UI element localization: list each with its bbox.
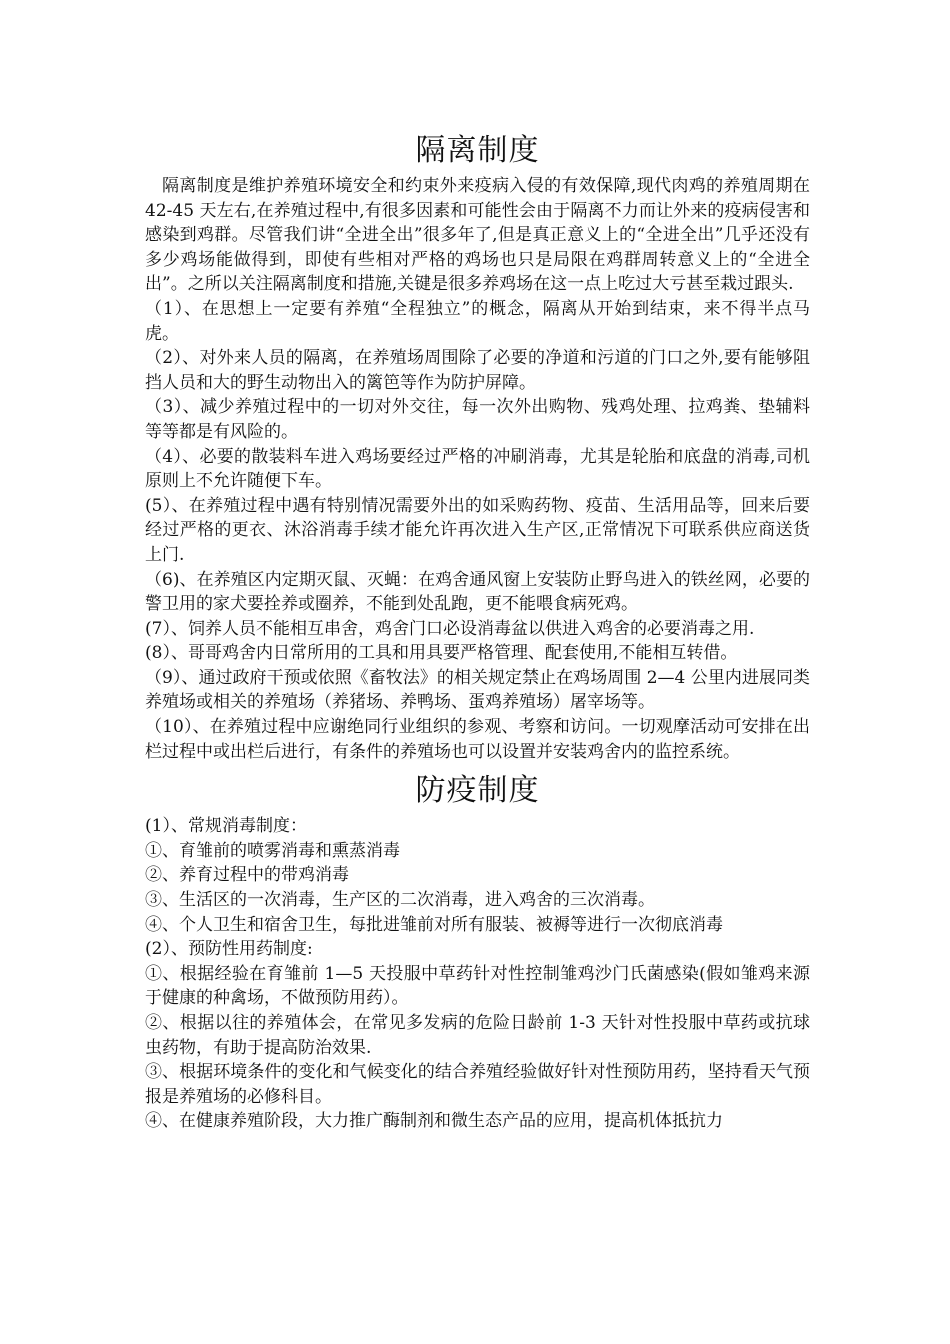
isolation-item: （9）、通过政府干预或依照《畜牧法》的相关规定禁止在鸡场周围 2—4 公里内进展同类养殖场或相关的养殖场（养猪场、养鸭场、蛋鸡养殖场）屠宰场等。 — [145, 667, 810, 713]
epidemic-item: ①、根据经验在育雏前 1—5 天投服中草药针对性控制雏鸡沙门氏菌感染(假如雏鸡来源于健康的种禽场，不做预防用药）。 — [145, 963, 810, 1009]
epidemic-item: ④、个人卫生和宿舍卫生，每批进雏前对所有服装、被褥等进行一次彻底消毒 — [145, 914, 723, 935]
epidemic-item: (1）、常规消毒制度： — [145, 816, 307, 837]
isolation-item: （1）、在思想上一定要有养殖“全程独立”的概念，隔离从开始到结束，来不得半点马虎。 — [145, 298, 810, 344]
isolation-item: (5）、在养殖过程中遇有特别情况需要外出的如采购药物、疫苗、生活用品等，回来后要经过严格的更衣、沐浴消毒手续才能允许再次进入生产区,正常情况下可联系供应商送货上门. — [145, 495, 810, 565]
epidemic-item: ④、在健康养殖阶段，大力推广酶制剂和微生态产品的应用，提高机体抵抗力 — [145, 1111, 723, 1132]
isolation-item: （6)、在养殖区内定期灭鼠、灭蝇：在鸡舍通风窗上安装防止野鸟进入的铁丝网，必要的警卫用的家犬要拴养或圈养，不能到处乱跑，更不能喂食病死鸡。 — [145, 569, 810, 615]
isolation-title: 隔离制度 — [415, 133, 540, 168]
epidemic-item: ③、生活区的一次消毒，生产区的二次消毒，进入鸡舍的三次消毒。 — [145, 890, 655, 911]
isolation-intro: 隔离制度是维护养殖环境安全和约束外来疫病入侵的有效保障,现代肉鸡的养殖周期在 42-45 天左右,在养殖过程中,有很多因素和可能性会由于隔离不力而让外来的疫病侵害和感染到鸡群。尽管我们讲“全进全出”很多年了,但是真正意义上的“全进全出”几乎还没有多少鸡场能做得到，即使有些相对严格的鸡场也只是局限在鸡群周转意义上的“全进全出”。之所以关注隔离制度和措施,关键是很多养鸡场在这一点上吃过大亏甚至栽过跟头. — [145, 176, 810, 295]
epidemic-item: (2）、预防性用药制度: — [145, 939, 313, 960]
epidemic-title: 防疫制度 — [415, 773, 540, 809]
document-page — [145, 128, 810, 1134]
epidemic-item: ③、根据环境条件的变化和气候变化的结合养殖经验做好针对性预防用药，坚持看天气预报是养殖场的必修科目。 — [145, 1062, 810, 1107]
isolation-item: (7）、饲养人员不能相互串舍，鸡舍门口必设消毒盆以供进入鸡舍的必要消毒之用. — [145, 618, 755, 639]
epidemic-item: ②、养育过程中的带鸡消毒 — [145, 865, 349, 886]
isolation-item: （2）、对外来人员的隔离，在养殖场周围除了必要的净道和污道的门口之外,要有能够阻挡人员和大的野生动物出入的篱笆等作为防护屏障。 — [145, 348, 810, 393]
epidemic-item: ②、根据以往的养殖体会，在常见多发病的危险日龄前 1-3 天针对性投服中草药或抗球虫药物，有助于提高防治效果. — [145, 1013, 810, 1058]
isolation-section — [145, 128, 810, 764]
epidemic-item: ①、育雏前的喷雾消毒和熏蒸消毒 — [145, 840, 400, 861]
isolation-item: （4）、必要的散装料车进入鸡场要经过严格的冲刷消毒，尤其是轮胎和底盘的消毒,司机原则上不允许随便下车。 — [145, 446, 810, 492]
isolation-item: (8）、哥哥鸡舍内日常所用的工具和用具要严格管理、配套使用,不能相互转借。 — [145, 643, 738, 664]
isolation-item: （3）、减少养殖过程中的一切对外交往，每一次外出购物、残鸡处理、拉鸡粪、垫辅料等等都是有风险的。 — [145, 397, 810, 442]
epidemic-section — [145, 768, 810, 1134]
isolation-item: （10）、在养殖过程中应谢绝同行业组织的参观、考察和访问。一切观摩活动可安排在出栏过程中或出栏后进行，有条件的养殖场也可以设置并安装鸡舍内的监控系统。 — [145, 717, 810, 762]
